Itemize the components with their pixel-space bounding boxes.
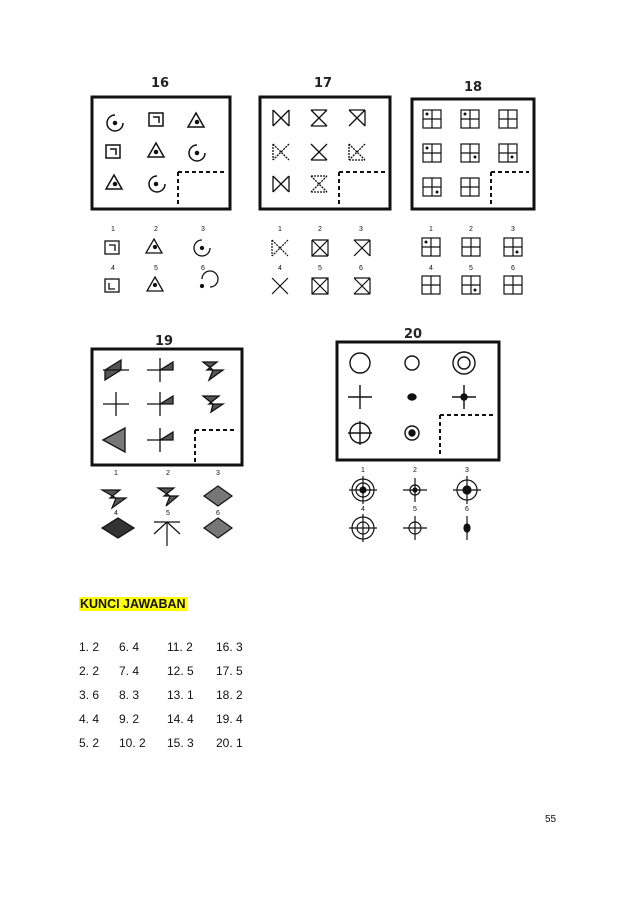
option-label: 2 [318, 226, 322, 233]
answer-cell: 5. 2 [79, 736, 100, 750]
option-label: 5 [469, 265, 473, 272]
answer-cell: 16. 3 [216, 640, 243, 654]
question-number-19: 19 [155, 334, 174, 349]
answer-cell: 17. 5 [216, 664, 243, 678]
question-number-16: 16 [151, 76, 170, 91]
puzzle-16-option-labels [98, 226, 218, 298]
puzzle-20-option-labels [345, 467, 485, 543]
option-label: 2 [413, 467, 417, 474]
answer-cell: 2. 2 [79, 664, 100, 678]
answer-cell: 20. 1 [216, 736, 243, 750]
answer-cell: 13. 1 [167, 688, 194, 702]
puzzle-16-matrix [91, 96, 231, 210]
option-label: 1 [361, 467, 365, 474]
puzzle-19-matrix [91, 348, 243, 466]
puzzle-18-option-labels [418, 226, 528, 298]
option-label: 5 [413, 506, 417, 513]
answer-cell: 6. 4 [119, 640, 140, 654]
answer-cell: 18. 2 [216, 688, 243, 702]
question-number-17: 17 [314, 76, 333, 91]
answer-cell: 9. 2 [119, 712, 140, 726]
puzzle-20-matrix [336, 341, 500, 461]
option-label: 1 [111, 226, 115, 233]
option-label: 4 [429, 265, 433, 272]
option-label: 3 [201, 226, 205, 233]
option-label: 4 [111, 265, 115, 272]
option-label: 3 [359, 226, 363, 233]
answer-cell: 19. 4 [216, 712, 243, 726]
option-label: 6 [359, 265, 363, 272]
option-label: 2 [469, 226, 473, 233]
answer-key-title: KUNCI JAWABAN [80, 597, 186, 611]
option-label: 5 [154, 265, 158, 272]
option-label: 1 [278, 226, 282, 233]
answer-cell: 12. 5 [167, 664, 194, 678]
answer-cell: 14. 4 [167, 712, 194, 726]
puzzle-17-matrix [259, 96, 391, 210]
question-number-20: 20 [404, 327, 423, 342]
puzzle-19-option-labels [98, 470, 248, 542]
page-number: 55 [545, 814, 557, 825]
option-label: 3 [216, 470, 220, 477]
option-label: 5 [166, 510, 170, 517]
answer-cell: 3. 6 [79, 688, 100, 702]
puzzle-18-matrix [411, 98, 535, 210]
option-label: 3 [511, 226, 515, 233]
answer-cell: 1. 2 [79, 640, 100, 654]
option-label: 6 [216, 510, 220, 517]
option-label: 4 [361, 506, 365, 513]
option-label: 2 [166, 470, 170, 477]
option-label: 4 [278, 265, 282, 272]
option-label: 6 [511, 265, 515, 272]
option-label: 4 [114, 510, 118, 517]
answer-cell: 7. 4 [119, 664, 140, 678]
answer-cell: 4. 4 [79, 712, 100, 726]
option-label: 2 [154, 226, 158, 233]
answer-cell: 15. 3 [167, 736, 194, 750]
option-label: 1 [114, 470, 118, 477]
option-label: 1 [429, 226, 433, 233]
answer-cell: 11. 2 [167, 640, 193, 654]
question-number-18: 18 [464, 80, 483, 95]
option-label: 5 [318, 265, 322, 272]
answer-cell: 10. 2 [119, 736, 146, 750]
option-label: 3 [465, 467, 469, 474]
option-label: 6 [465, 506, 469, 513]
option-label: 6 [201, 265, 205, 272]
puzzle-17-option-labels [266, 226, 386, 298]
answer-cell: 8. 3 [119, 688, 140, 702]
